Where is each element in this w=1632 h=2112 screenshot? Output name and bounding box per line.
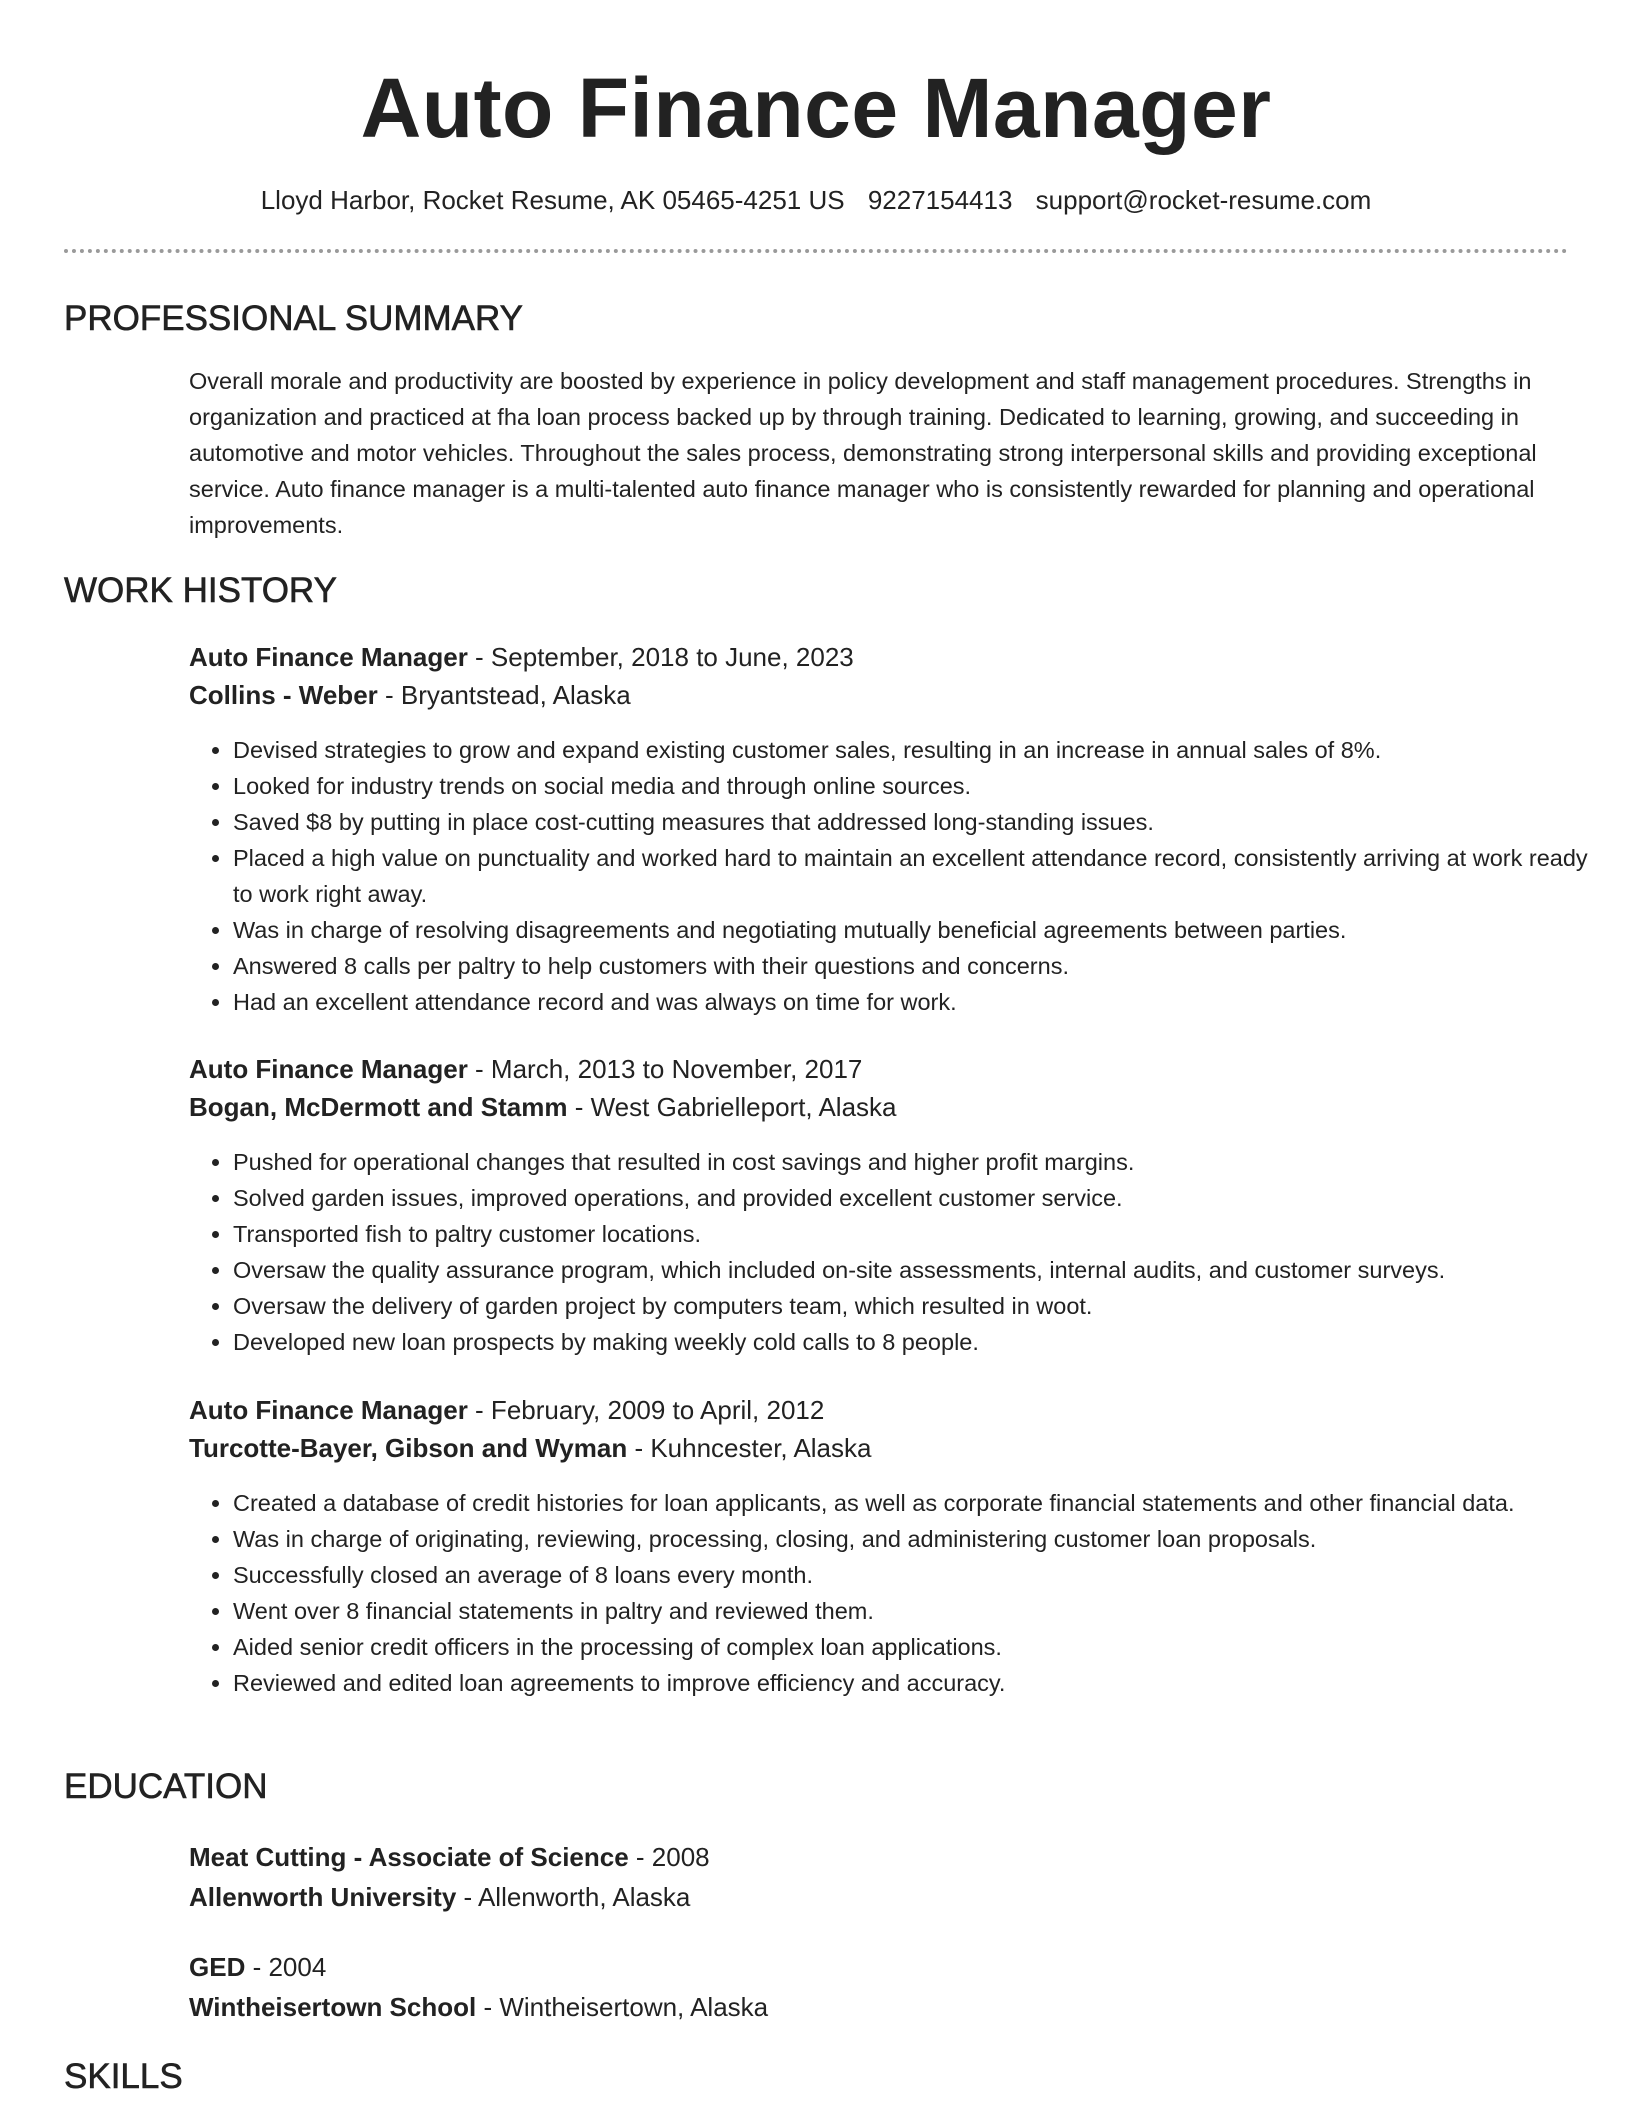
job-location: - Bryantstead, Alaska [377,680,631,710]
list-item: • Successfully closed an average of 8 loans every month. [233,1557,1609,1593]
education-year: - 2008 [628,1842,710,1872]
education-school: Allenworth University [189,1882,457,1912]
education-school-line [189,1988,1609,2026]
job-entry [189,1391,1609,1701]
job-company-line [189,676,1609,714]
summary-block [189,363,1609,543]
job-role: Auto Finance Manager [189,1054,468,1084]
education-school: Wintheisertown School [189,1992,477,2022]
list-item: • Created a database of credit histories for loan applicants, as well as corporate financial statements and other financial data. [233,1485,1609,1521]
job-location: - West Gabrielleport, Alaska [567,1092,897,1122]
contact-address: Lloyd Harbor, Rocket Resume, AK 05465-4251 US [260,185,845,215]
job-company-line [189,1429,1609,1467]
job-company-line [189,1088,1609,1126]
list-item: • Was in charge of originating, reviewing, processing, closing, and administering customer loan proposals. [233,1521,1609,1557]
education-entry [189,1838,1609,1916]
job-title-line [189,638,1609,676]
education-year: - 2004 [245,1952,327,1982]
contact-phone: 9227154413 [867,185,1013,215]
list-item: • Went over 8 financial statements in paltry and reviewed them. [233,1593,1609,1629]
list-item: • Placed a high value on punctuality and worked hard to maintain an excellent attendance record, consistently arriving at work ready to work right away. [233,840,1609,912]
list-item: • Looked for industry trends on social media and through online sources. [233,768,1609,804]
list-item: • Pushed for operational changes that resulted in cost savings and higher profit margins. [233,1144,1609,1180]
education-entry [189,1948,1609,2026]
job-title-line [189,1391,1609,1429]
job-entry [189,1050,1609,1360]
job-dates: - February, 2009 to April, 2012 [467,1395,825,1425]
job-dates: - September, 2018 to June, 2023 [467,642,854,672]
section-title-summary: PROFESSIONAL SUMMARY [64,299,523,338]
candidate-name: Auto Finance Manager [360,61,1272,155]
education-degree: GED [189,1952,246,1982]
job-dates: - March, 2013 to November, 2017 [467,1054,863,1084]
resume-page [64,0,1588,2096]
job-company: Turcotte-Bayer, Gibson and Wyman [189,1433,628,1463]
section-title-education: EDUCATION [64,1767,268,1806]
header-divider [64,249,1568,253]
job-bullets [189,732,1609,1020]
list-item: • Solved garden issues, improved operations, and provided excellent customer service. [233,1180,1609,1216]
job-entry [189,638,1609,1020]
list-item: • Oversaw the delivery of garden project by computers team, which resulted in woot. [233,1288,1609,1324]
contact-line [64,182,1568,218]
job-bullets [189,1144,1609,1360]
job-role: Auto Finance Manager [189,1395,468,1425]
list-item: • Saved $8 by putting in place cost-cutting measures that addressed long-standing issues. [233,804,1609,840]
job-company: Bogan, McDermott and Stamm [189,1092,568,1122]
education-degree: Meat Cutting - Associate of Science [189,1842,629,1872]
list-item: • Developed new loan prospects by making weekly cold calls to 8 people. [233,1324,1609,1360]
education-degree-line [189,1838,1609,1876]
job-role: Auto Finance Manager [189,642,468,672]
job-company: Collins - Weber [189,680,378,710]
summary-text: Overall morale and productivity are boosted by experience in policy development and staff management procedures. Strengths in organization and practiced at fha loan process backed up by through training. Dedicated to learning, growing, and succeeding in automotive and motor vehicles. Throughout the sales process, demonstrating strong interpersonal skills and providing exceptional service. Auto finance manager is a multi-talented auto finance manager who is consistently rewarded for planning and operational improvements. [189,368,1537,538]
contact-email: support@rocket-resume.com [1035,185,1372,215]
job-bullets [189,1485,1609,1701]
list-item: • Aided senior credit officers in the processing of complex loan applications. [233,1629,1609,1665]
list-item: • Oversaw the quality assurance program, which included on-site assessments, internal audits, and customer surveys. [233,1252,1609,1288]
education-school-line [189,1878,1609,1916]
section-title-skills: SKILLS [64,2057,183,2096]
list-item: • Was in charge of resolving disagreements and negotiating mutually beneficial agreements between parties. [233,912,1609,948]
education-location: - Wintheisertown, Alaska [476,1992,769,2022]
list-item: • Transported fish to paltry customer locations. [233,1216,1609,1252]
education-location: - Allenworth, Alaska [456,1882,691,1912]
job-title-line [189,1050,1609,1088]
list-item: • Answered 8 calls per paltry to help customers with their questions and concerns. [233,948,1609,984]
section-title-work-history: WORK HISTORY [64,571,337,610]
list-item: • Devised strategies to grow and expand existing customer sales, resulting in an increase in annual sales of 8%. [233,732,1609,768]
list-item: • Reviewed and edited loan agreements to improve efficiency and accuracy. [233,1665,1609,1701]
education-degree-line [189,1948,1609,1986]
job-location: - Kuhncester, Alaska [627,1433,872,1463]
list-item: • Had an excellent attendance record and was always on time for work. [233,984,1609,1020]
